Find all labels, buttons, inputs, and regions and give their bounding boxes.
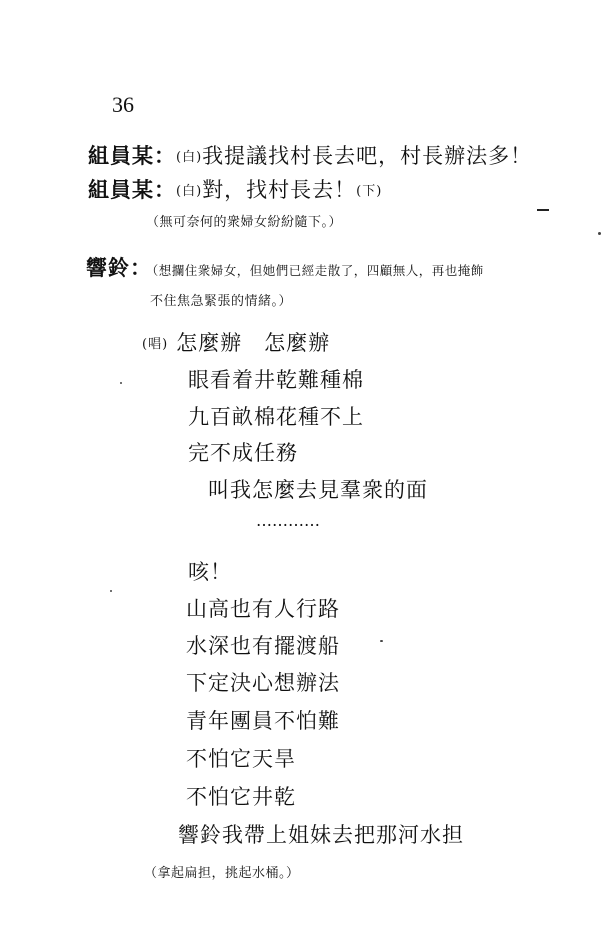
xiangling-direction-line-1 — [86, 257, 484, 279]
speaker-name: 組員某： — [88, 143, 176, 168]
stage-direction: （拿起扁担，挑起水桶。） — [144, 866, 300, 881]
exit-tag: (下) — [356, 184, 383, 199]
speaker-name: 響鈴： — [86, 255, 152, 280]
xiangling-direction-line-2: 不住焦急緊張的情緒。） — [150, 294, 293, 309]
speaker-name: 組員某： — [88, 177, 176, 202]
song-line-2: 眼看着井乾難種棉 — [188, 368, 364, 392]
song-line-10: 青年團員不怕難 — [186, 709, 340, 733]
stage-direction: （想攔住衆婦女，但她們已經走散了，四顧無人，再也掩飾 — [152, 263, 484, 278]
speech-tag: (白) — [176, 150, 203, 165]
dialogue-text: 對，找村長去！ — [202, 178, 357, 202]
song-line-3: 九百畝棉花種不上 — [188, 405, 364, 429]
song-line-5: 叫我怎麼去見羣衆的面 — [208, 478, 428, 502]
scan-speck — [120, 382, 122, 384]
dialogue-text: 我提議找村長去吧，村長辦法多！ — [202, 144, 533, 168]
sing-tag: (唱) — [142, 337, 169, 352]
page-number: 36 — [112, 92, 134, 117]
scan-speck — [598, 232, 601, 235]
song-line-9: 下定決心想辦法 — [186, 671, 340, 695]
speech-tag: (白) — [176, 184, 203, 199]
ellipsis: ………… — [256, 511, 320, 530]
scan-speck — [380, 640, 383, 642]
song-line-8: 水深也有擺渡船 — [186, 634, 340, 658]
song-line-6: 咳！ — [188, 560, 232, 584]
song-line-7: 山高也有人行路 — [186, 597, 340, 621]
stage-direction: （無可奈何的衆婦女紛紛隨下。） — [146, 215, 343, 230]
song-line-13: 響鈴我帶上姐妹去把那河水担 — [178, 823, 464, 847]
dialogue-line-2 — [88, 179, 382, 201]
scan-speck — [110, 590, 112, 592]
song-line-12: 不怕它井乾 — [186, 785, 296, 809]
song-line-1 — [142, 333, 330, 354]
dialogue-line-1 — [88, 145, 532, 167]
song-line-4: 完不成任務 — [188, 441, 298, 465]
lyric-text: 怎麼辦 怎麼辦 — [176, 331, 331, 355]
song-line-11: 不怕它天旱 — [186, 747, 296, 771]
margin-mark — [537, 209, 549, 211]
